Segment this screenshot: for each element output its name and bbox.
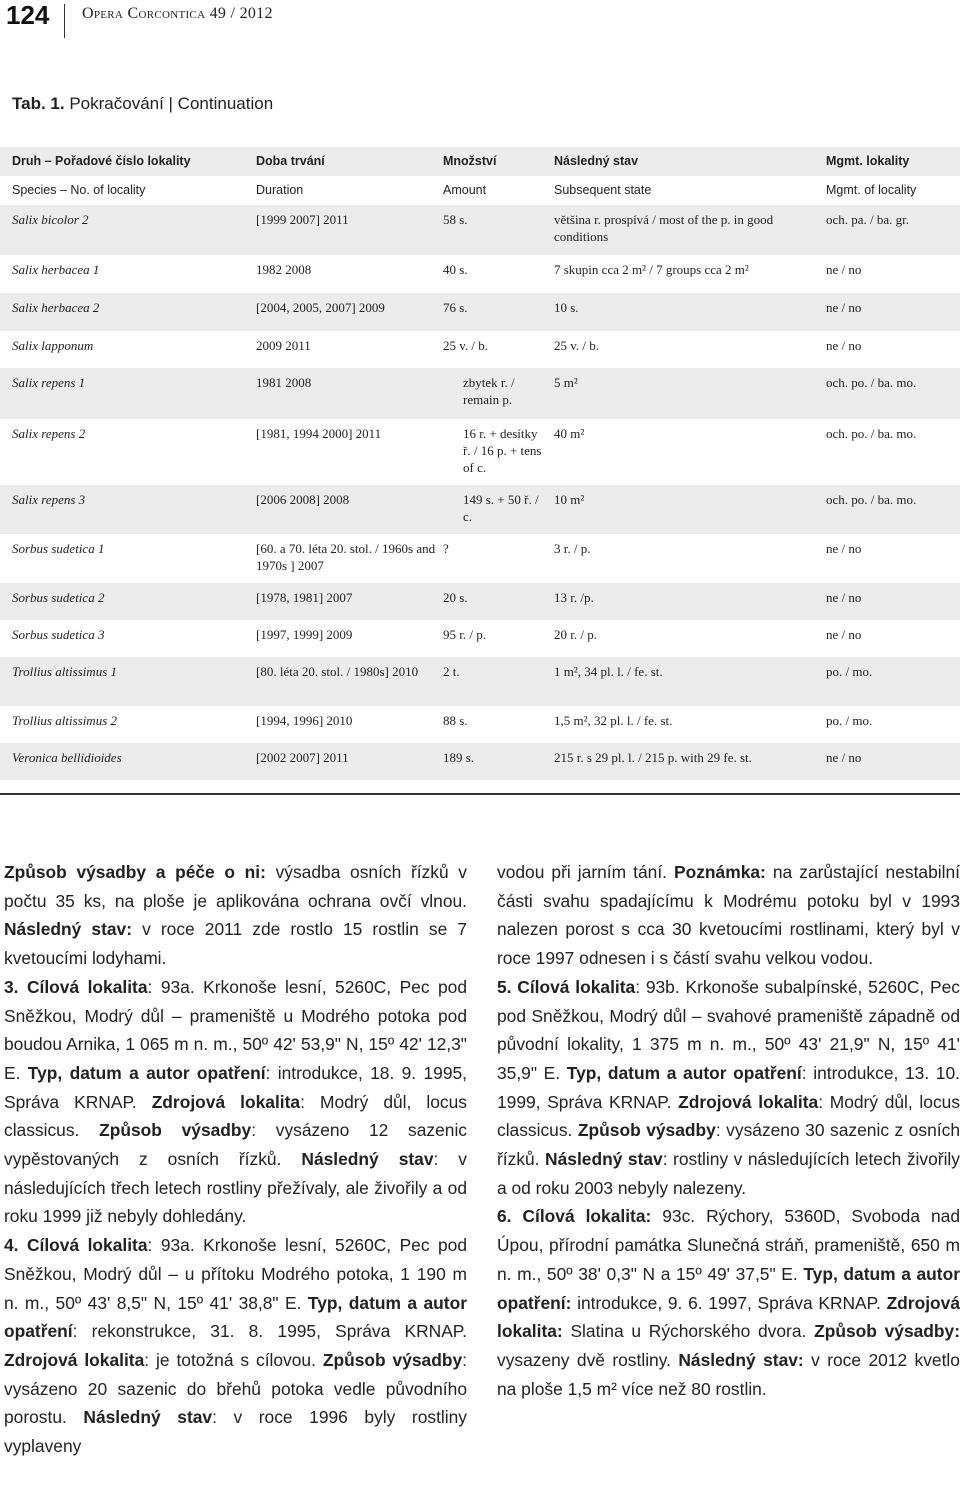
- table-row: [0, 657, 960, 706]
- table-row: [0, 534, 960, 583]
- field-label: 3. Cílová lokalita: [4, 976, 148, 997]
- table-row: [0, 419, 960, 485]
- field-text: : vysázeno 30 sazenic z osních řízků.: [497, 1120, 960, 1170]
- field-text: : je totožná s cílovou.: [144, 1349, 323, 1370]
- table-row: [0, 583, 960, 620]
- species-cell: Sorbus sudetica 2: [12, 590, 105, 605]
- paragraph: [4, 858, 467, 973]
- table-bottom-rule: [0, 793, 960, 795]
- table-caption: [12, 93, 273, 115]
- duration-cell: 1982 2008: [256, 262, 312, 277]
- species-cell: Sorbus sudetica 3: [12, 627, 105, 642]
- field-text: na zarůstající nestabilní části svahu spadajícímu k Modrému potoku byl v 1993 nalezen porost s cca 30 kvetoucími rostlinami, který byl v roce 1997 odnesen i s částí svahu velkou vodou.: [497, 862, 960, 969]
- table-row: [0, 706, 960, 743]
- table-row: [0, 743, 960, 780]
- duration-cell: 2009 2011: [256, 338, 311, 353]
- table-row: [0, 620, 960, 657]
- field-text: 93c. Rýchory, 5360D, Svoboda nad Úpou, přírodní památka Slunečná stráň, prameniště, 650 m n. m., 50º 38' 0,3" N a 15º 49' 37,5" E.: [497, 1206, 960, 1284]
- header-cell: Doba trvání: [256, 154, 325, 168]
- duration-cell: [1997, 1999] 2009: [256, 627, 353, 642]
- field-text: introdukce, 9. 6. 1997, Správa KRNAP.: [571, 1292, 887, 1313]
- text-column-left: [4, 858, 467, 1461]
- page-header: [0, 0, 960, 40]
- header-cell: Mgmt. of locality: [826, 183, 917, 197]
- header-cell: Následný stav: [554, 154, 639, 168]
- field-text: : vysázeno 12 sazenic vypěstovaných z osních řízků.: [4, 1120, 468, 1170]
- state-cell: 1 m², 34 pl. l. / fe. st.: [554, 664, 663, 679]
- header-cell: Mgmt. lokality: [826, 154, 910, 168]
- amount-cell: 25 v. / b.: [443, 338, 489, 353]
- table-header-cz: [0, 147, 960, 176]
- species-cell: Salix herbacea 1: [12, 262, 100, 277]
- field-label: Způsob výsadby: [99, 1120, 252, 1141]
- page-number: 124: [6, 0, 50, 30]
- table-caption-label: Tab. 1.: [12, 94, 65, 113]
- table-row: [0, 205, 960, 255]
- amount-cell: 16 r. + desítky ř. / 16 p. + tens of c.: [463, 426, 542, 475]
- field-text: : introdukce, 18. 9. 1995, Správa KRNAP.: [4, 1062, 467, 1112]
- field-label: Zdrojová lokalita:: [497, 1292, 960, 1342]
- duration-cell: [2006 2008] 2008: [256, 492, 350, 507]
- species-cell: Trollius altissimus 2: [12, 713, 117, 728]
- mgmt-cell: po. / mo.: [826, 664, 873, 679]
- amount-cell: 88 s.: [443, 713, 468, 728]
- state-cell: 215 r. s 29 pl. l. / 215 p. with 29 fe. st.: [554, 750, 752, 765]
- state-cell: 3 r. / p.: [554, 541, 591, 556]
- amount-cell: 189 s.: [443, 750, 475, 765]
- state-cell: 10 m²: [554, 492, 585, 507]
- mgmt-cell: ne / no: [826, 541, 862, 556]
- table-row: [0, 368, 960, 419]
- data-table: [0, 147, 960, 780]
- mgmt-cell: och. po. / ba. mo.: [826, 426, 917, 441]
- field-label: 6. Cílová lokalita:: [497, 1206, 652, 1227]
- amount-cell: 58 s.: [443, 212, 468, 227]
- table-row: [0, 293, 960, 331]
- species-cell: Salix lapponum: [12, 338, 94, 353]
- field-label: Typ, datum a autor opatření: [566, 1062, 802, 1083]
- field-label: Typ, datum a autor opatření:: [497, 1263, 960, 1313]
- mgmt-cell: och. po. / ba. mo.: [826, 492, 917, 507]
- amount-cell: 76 s.: [443, 300, 468, 315]
- mgmt-cell: ne / no: [826, 590, 862, 605]
- field-text: : vysázeno 20 sazenic do břehů potoka vedle původního porostu.: [4, 1349, 467, 1428]
- text-column-right: [497, 858, 960, 1403]
- duration-cell: [1994, 1996] 2010: [256, 713, 353, 728]
- duration-cell: [1999 2007] 2011: [256, 212, 349, 227]
- field-label: Následný stav: [545, 1149, 663, 1170]
- species-cell: Salix repens 1: [12, 375, 86, 390]
- field-text: v roce 2011 zde rostlo 15 rostlin se 7 kvetoucími lodyhami.: [4, 919, 467, 969]
- mgmt-cell: ne / no: [826, 750, 862, 765]
- field-label: Poznámka:: [674, 862, 766, 882]
- amount-cell: 2 t.: [443, 664, 460, 679]
- duration-cell: 1981 2008: [256, 375, 312, 390]
- field-text: : 93a. Krkonoše lesní, 5260C, Pec pod Sněžkou, Modrý důl – u přítoku Modrého potoka, 1 190 m n. m., 50º 43' 8,5" N, 15º 41' 38,8" E.: [4, 1235, 468, 1313]
- field-label: Zdrojová lokalita: [151, 1091, 301, 1112]
- state-cell: 13 r. /p.: [554, 590, 594, 605]
- field-label: Způsob výsadby: [322, 1349, 463, 1370]
- journal-title: [82, 4, 273, 24]
- field-label: Typ, datum a autor opatření: [27, 1062, 266, 1083]
- table-header-en: [0, 176, 960, 205]
- paragraph: [4, 973, 467, 1231]
- header-divider: [64, 4, 65, 38]
- species-cell: Salix repens 2: [12, 426, 86, 441]
- journal-issue: 49 / 2012: [209, 5, 273, 22]
- field-text: : v roce 1996 byly rostliny vyplaveny: [4, 1407, 467, 1457]
- mgmt-cell: och. pa. / ba. gr.: [826, 212, 910, 227]
- field-label: Zdrojová lokalita: [678, 1091, 819, 1112]
- field-label: Způsob výsadby a péče o ni:: [4, 862, 266, 882]
- species-cell: Salix herbacea 2: [12, 300, 100, 315]
- mgmt-cell: och. po. / ba. mo.: [826, 375, 917, 390]
- field-text: výsadba osních řízků v počtu 35 ks, na ploše je aplikována ochrana ovčí vlnou.: [4, 862, 467, 911]
- field-label: 4. Cílová lokalita: [4, 1235, 148, 1256]
- mgmt-cell: po. / mo.: [826, 713, 873, 728]
- duration-cell: [1978, 1981] 2007: [256, 590, 353, 605]
- species-cell: Salix bicolor 2: [12, 212, 89, 227]
- paragraph: [4, 1231, 467, 1461]
- field-label: 5. Cílová lokalita: [497, 976, 636, 997]
- amount-cell: 40 s.: [443, 262, 468, 277]
- mgmt-cell: ne / no: [826, 627, 862, 642]
- state-cell: 20 r. / p.: [554, 627, 597, 642]
- duration-cell: [2004, 2005, 2007] 2009: [256, 300, 385, 315]
- field-label: Typ, datum a autor opatření: [4, 1292, 467, 1342]
- field-text: : Modrý důl, locus classicus.: [4, 1091, 467, 1141]
- field-text: : v následujících třech letech rostliny přežívaly, ale živořily a od roku 1999 již nebyly dohledány.: [4, 1149, 468, 1227]
- header-cell: Druh – Pořadové číslo lokality: [12, 154, 191, 168]
- journal-name: Opera Corcontica: [82, 5, 206, 22]
- field-text: v roce 2012 kvetlo na ploše 1,5 m² více než 80 rostlin.: [497, 1349, 960, 1399]
- state-cell: 1,5 m², 32 pl. l. / fe. st.: [554, 713, 673, 728]
- state-cell: většina r. prospívá / most of the p. in good conditions: [554, 212, 774, 244]
- field-text: : introdukce, 13. 10. 1999, Správa KRNAP.: [497, 1062, 960, 1112]
- header-cell: Množství: [443, 154, 497, 168]
- state-cell: 7 skupin cca 2 m² / 7 groups cca 2 m²: [554, 262, 749, 277]
- state-cell: 10 s.: [554, 300, 579, 315]
- species-cell: Sorbus sudetica 1: [12, 541, 105, 556]
- state-cell: 5 m²: [554, 375, 578, 390]
- header-cell: Duration: [256, 183, 304, 197]
- mgmt-cell: ne / no: [826, 262, 862, 277]
- field-text: vodou při jarním tání.: [497, 862, 675, 882]
- paragraph: [497, 1202, 960, 1403]
- field-text: : 93b. Krkonoše subalpínské, 5260C, Pec pod Sněžkou, Modrý důl – svahové prameniště západně od původní lokality, 1 375 m n. m., 50º 43' 21,9" N, 15º 41' 35,9" E.: [497, 976, 960, 1083]
- paragraph: [497, 973, 960, 1203]
- amount-cell: ?: [443, 541, 449, 556]
- table-row: [0, 485, 960, 534]
- field-label: Následný stav: [301, 1149, 434, 1170]
- table-row: [0, 331, 960, 368]
- duration-cell: [80. léta 20. stol. / 1980s] 2010: [256, 664, 419, 679]
- table-caption-text: Pokračování | Continuation: [69, 94, 274, 113]
- state-cell: 25 v. / b.: [554, 338, 600, 353]
- amount-cell: 20 s.: [443, 590, 468, 605]
- amount-cell: 149 s. + 50 ř. / c.: [463, 492, 539, 524]
- field-label: Následný stav:: [4, 919, 133, 940]
- duration-cell: [60. a 70. léta 20. stol. / 1960s and 1970s ] 2007: [256, 541, 436, 573]
- species-cell: Trollius altissimus 1: [12, 664, 117, 679]
- field-label: Následný stav: [83, 1407, 213, 1428]
- amount-cell: zbytek r. / remain p.: [463, 375, 515, 407]
- field-text: Slatina u Rýchorského dvora.: [562, 1321, 815, 1342]
- duration-cell: [2002 2007] 2011: [256, 750, 349, 765]
- field-text: : 93a. Krkonoše lesní, 5260C, Pec pod Sněžkou, Modrý důl – prameniště u Modrého potoka pod boudou Arnika, 1 065 m n. m., 50º 42' 53,9" N, 15º 42' 12,3" E.: [4, 976, 468, 1083]
- field-text: vysazeny dvě rostliny.: [497, 1349, 679, 1370]
- field-text: : rostliny v následujících letech živořily a od roku 2003 nebyly nalezeny.: [497, 1149, 960, 1198]
- header-cell: Subsequent state: [554, 183, 652, 197]
- field-label: Následný stav:: [678, 1349, 804, 1370]
- table-row: [0, 255, 960, 293]
- header-cell: Species – No. of locality: [12, 183, 146, 197]
- field-label: Způsob výsadby:: [814, 1321, 960, 1342]
- field-label: Způsob výsadby: [577, 1120, 716, 1141]
- mgmt-cell: ne / no: [826, 338, 862, 353]
- field-label: Zdrojová lokalita: [4, 1349, 145, 1370]
- amount-cell: 95 r. / p.: [443, 627, 486, 642]
- field-text: : Modrý důl, locus classicus.: [497, 1091, 960, 1141]
- duration-cell: [1981, 1994 2000] 2011: [256, 426, 382, 441]
- field-text: : rekonstrukce, 31. 8. 1995, Správa KRNAP.: [72, 1321, 467, 1342]
- header-cell: Amount: [443, 183, 487, 197]
- species-cell: Salix repens 3: [12, 492, 86, 507]
- species-cell: Veronica bellidioides: [12, 750, 122, 765]
- state-cell: 40 m²: [554, 426, 585, 441]
- mgmt-cell: ne / no: [826, 300, 862, 315]
- paragraph: [497, 858, 960, 973]
